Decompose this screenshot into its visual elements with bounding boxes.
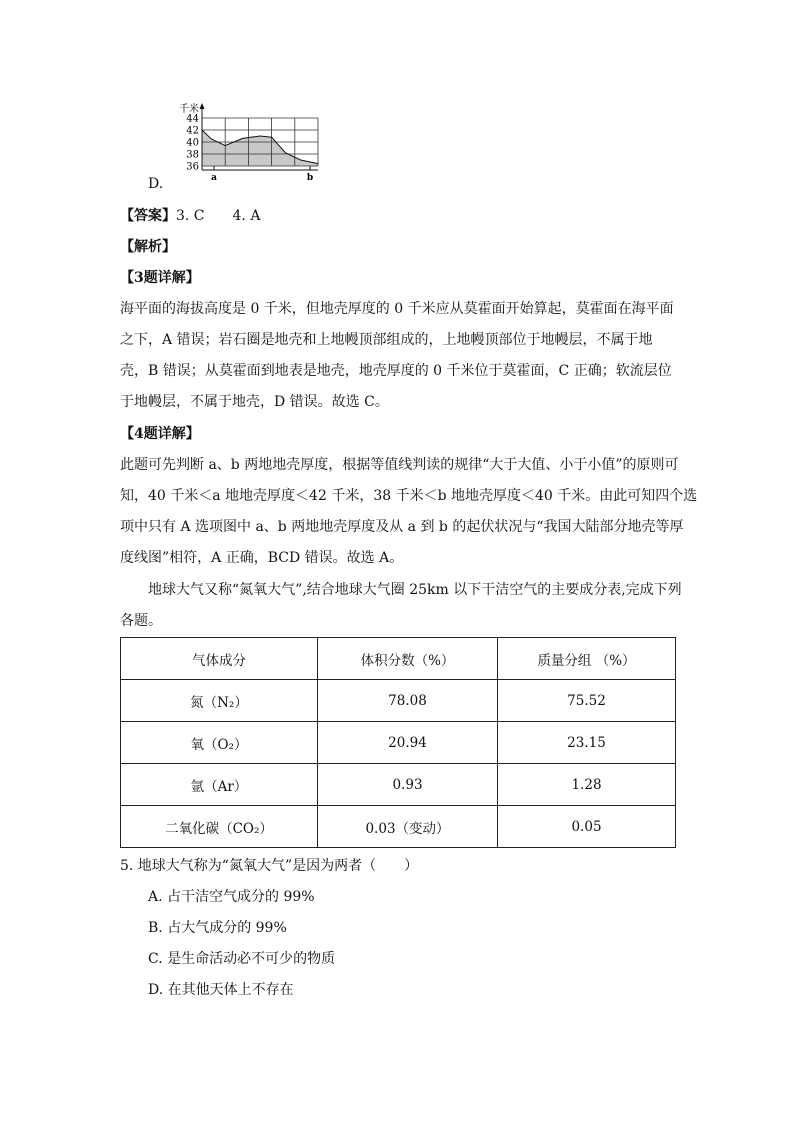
answer-tag: 【答案】 <box>120 208 176 224</box>
question-5-stem: 5. 地球大气称为“氮氧大气”是因为两者（ ） <box>120 858 419 874</box>
option-a: A. 占干洁空气成分的 99% <box>148 889 315 905</box>
q3-line: 于地幔层，不属于地壳，D 错误。故选 C。 <box>120 394 389 410</box>
table-row <box>121 680 676 722</box>
q4-line: 此题可先判断 a、b 两地地壳厚度，根据等值线判读的规律“大于大值、小于小值”的原则可 <box>120 457 679 473</box>
y-axis-label: 千米 <box>179 104 199 115</box>
table-cell: 1.28 <box>498 764 676 806</box>
answer-line <box>120 206 260 226</box>
q4-tag: 【4题详解】 <box>120 426 200 442</box>
table-cell: 23.15 <box>498 722 676 764</box>
y-tick-label: 44 <box>186 113 199 125</box>
answer-text: 3. C 4. A <box>176 208 261 224</box>
intro-line: 各题。 <box>120 613 162 629</box>
q4-line: 度线图”相符，A 正确，BCD 错误。故选 A。 <box>120 550 404 566</box>
table-cell: 氮（N₂） <box>121 680 318 722</box>
table-cell: 0.93 <box>318 764 498 806</box>
table-cell: 0.05 <box>498 806 676 848</box>
intro-line: 地球大气又称“氮氧大气”,结合地球大气圈 25km 以下干洁空气的主要成分表,完成下列 <box>120 582 682 598</box>
option-d-label: D. <box>148 176 164 192</box>
q3-tag: 【3题详解】 <box>120 270 200 286</box>
table-cell: 20.94 <box>318 722 498 764</box>
table-header: 气体成分 <box>121 638 318 680</box>
table-row <box>121 722 676 764</box>
table-cell: 78.08 <box>318 680 498 722</box>
x-tick-label: a <box>211 173 217 183</box>
q3-line: 海平面的海拔高度是 0 千米，但地壳厚度的 0 千米应从莫霍面开始算起，莫霍面在海平面 <box>120 301 674 317</box>
crust-thickness-chart <box>168 100 328 192</box>
y-tick-label: 36 <box>186 161 199 173</box>
table-row <box>121 806 676 848</box>
option-b: B. 占大气成分的 99% <box>148 920 287 936</box>
table-cell: 氧（O₂） <box>121 722 318 764</box>
y-tick-label: 42 <box>186 125 199 137</box>
air-composition-table <box>120 637 676 848</box>
table-cell: 75.52 <box>498 680 676 722</box>
q4-line: 知，40 千米＜a 地地壳厚度＜42 千米，38 千米＜b 地地壳厚度＜40 千米。由此可知四个选 <box>120 488 698 504</box>
q3-line: 之下，A 错误；岩石圈是地壳和上地幔顶部组成的，上地幔顶部位于地幔层，不属于地 <box>120 332 653 348</box>
table-header: 质量分组 （%） <box>498 638 676 680</box>
table-header: 体积分数（%） <box>318 638 498 680</box>
table-cell: 二氧化碳（CO₂） <box>121 806 318 848</box>
option-c: C. 是生命活动必不可少的物质 <box>148 951 336 967</box>
q3-line: 壳，B 错误；从莫霍面到地表是地壳，地壳厚度的 0 千米位于莫霍面，C 正确；软流层位 <box>120 363 672 379</box>
thickness-area <box>202 130 318 166</box>
analysis-tag: 【解析】 <box>120 239 176 255</box>
table-cell: 氩（Ar） <box>121 764 318 806</box>
option-d: D. 在其他天体上不存在 <box>148 982 294 998</box>
table-header-row <box>121 638 676 680</box>
y-tick-label: 40 <box>186 137 199 149</box>
y-axis-arrow <box>200 103 205 109</box>
q4-line: 项中只有 A 选项图中 a、b 两地地壳厚度及从 a 到 b 的起伏状况与“我国大陆部分地壳等厚 <box>120 519 684 535</box>
x-tick-label: b <box>306 173 314 183</box>
table-row <box>121 764 676 806</box>
option-d-figure <box>148 100 328 192</box>
y-tick-label: 38 <box>186 149 199 161</box>
table-cell: 0.03（变动） <box>318 806 498 848</box>
